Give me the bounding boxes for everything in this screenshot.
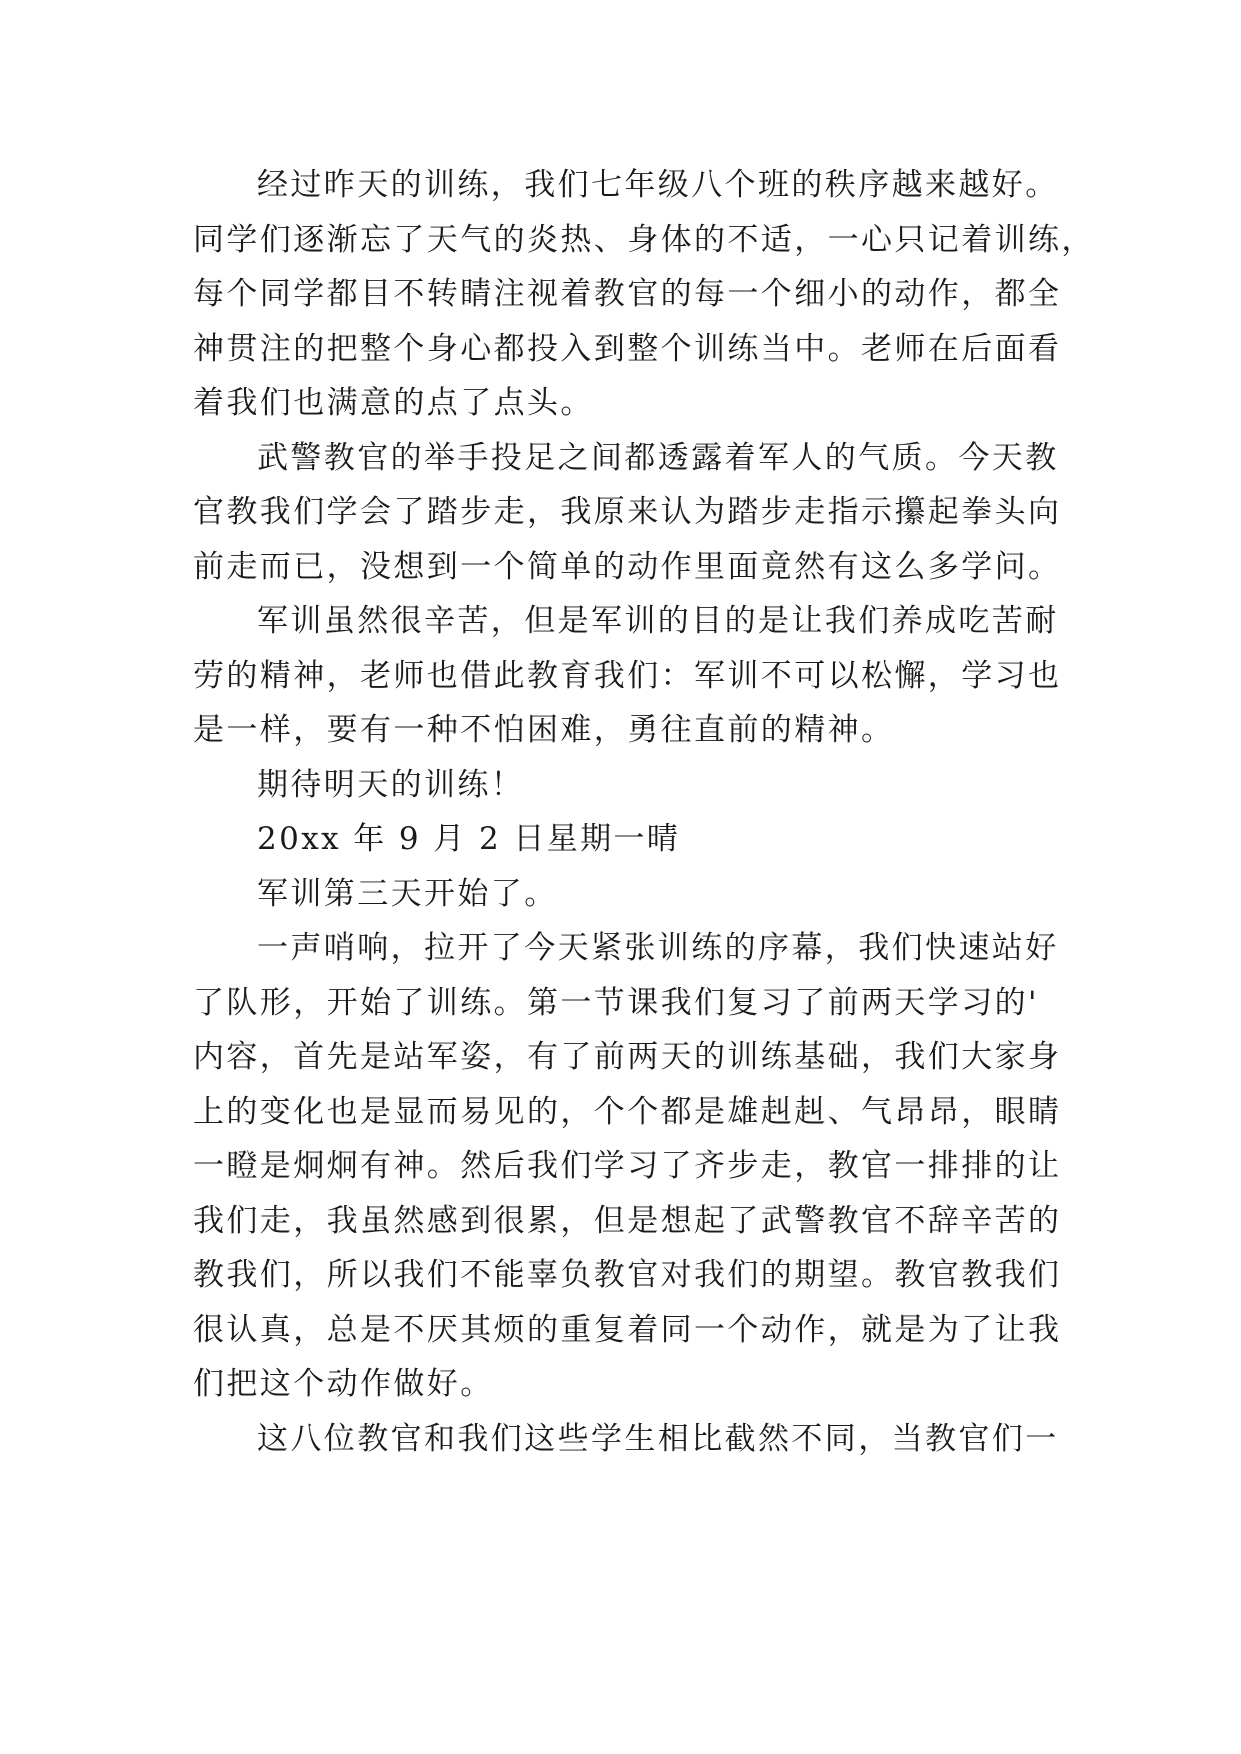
text-line: 这八位教官和我们这些学生相比截然不同，当教官们一: [257, 1420, 1059, 1457]
paragraph-3: [193, 594, 1073, 758]
text-line: 们把这个动作做好。: [193, 1366, 494, 1402]
text-line: 20xx 年 9 月 2 日星期一晴: [257, 821, 681, 857]
text-line: 是一样，要有一种不怕困难，勇往直前的精神。: [193, 712, 895, 748]
text-line: 上的变化也是显而易见的，个个都是雄赳赳、气昂昂，眼睛: [193, 1093, 1062, 1130]
text-line: 着我们也满意的点了点头。: [193, 385, 594, 421]
paragraph-6: [193, 867, 1073, 922]
paragraph-8: [193, 1412, 1073, 1467]
document-body: [193, 158, 1095, 1466]
text-line: 一瞪是炯炯有神。然后我们学习了齐步走，教官一排排的让: [193, 1148, 1062, 1184]
text-line: 武警教官的举手投足之间都透露着军人的气质。今天教: [257, 439, 1059, 476]
text-line: 军训虽然很辛苦，但是军训的目的是让我们养成吃苦耐: [257, 603, 1059, 639]
paragraph-4: [193, 758, 1073, 813]
text-line: 每个同学都目不转睛注视着教官的每一个细小的动作，都全: [193, 276, 1062, 312]
text-line: 教我们，所以我们不能辜负教官对我们的期望。教官教我们: [193, 1257, 1062, 1293]
text-line: 我们走，我虽然感到很累，但是想起了武警教官不辞辛苦的: [193, 1202, 1062, 1239]
text-line: 劳的精神，老师也借此教育我们：军训不可以松懈，学习也: [193, 657, 1062, 694]
text-line: 官教我们学会了踏步走，我原来认为踏步走指示攥起拳头向: [193, 494, 1062, 530]
text-line: 前走而已，没想到一个简单的动作里面竟然有这么多学问。: [193, 548, 1062, 585]
text-line: 同学们逐渐忘了天气的炎热、身体的不适，一心只记着训练，: [193, 221, 1095, 258]
text-line: 了队形，开始了训练。第一节课我们复习了前两天学习的': [193, 984, 1039, 1021]
paragraph-1: [193, 158, 1095, 431]
text-line: 很认真，总是不厌其烦的重复着同一个动作，就是为了让我: [193, 1311, 1062, 1348]
paragraph-2: [193, 431, 1073, 595]
date-line: [193, 812, 1073, 867]
paragraph-7: [193, 921, 1073, 1412]
text-line: 一声哨响，拉开了今天紧张训练的序幕，我们快速站好: [257, 930, 1059, 966]
text-line: 经过昨天的训练，我们七年级八个班的秩序越来越好。: [257, 167, 1059, 203]
text-line: 军训第三天开始了。: [257, 875, 558, 912]
text-line: 内容，首先是站军姿，有了前两天的训练基础，我们大家身: [193, 1039, 1062, 1075]
text-line: 神贯注的把整个身心都投入到整个训练当中。老师在后面看: [193, 330, 1062, 367]
text-line: 期待明天的训练！: [257, 766, 525, 803]
